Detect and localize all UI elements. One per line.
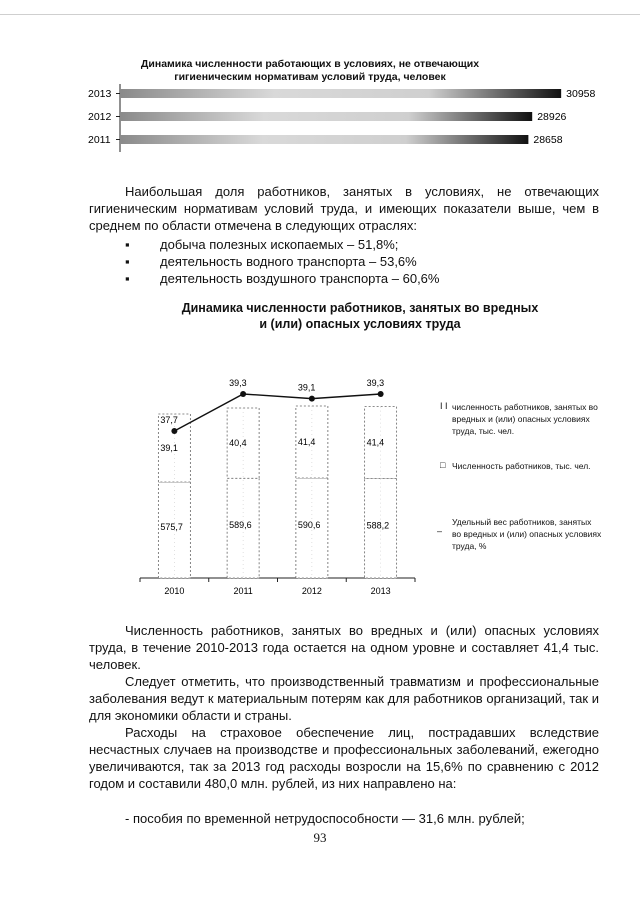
chart2-label-harmful: 40,4 (229, 438, 247, 449)
chart2-share-point (240, 391, 246, 397)
bullet-text: деятельность воздушного транспорта – 60,6% (160, 271, 440, 286)
chart2-label-harmful: 41,4 (297, 437, 316, 447)
legend-mark-harmful: I I (440, 401, 448, 411)
chart2-stacked-bar-line (140, 356, 443, 606)
legend-item-harmful: численность работников, занятых во вредных и (или) опасных условиях труда, тыс. чел. (452, 402, 598, 436)
paragraph-industries: Наибольшая доля работников, занятых в условиях, не отвечающих гигиеническим нормативам условий труда, и имеющих показатели выше, чем в среднем по области отмечена в следующих отраслях: (89, 184, 599, 233)
chart1-value-label: 28926 (537, 111, 567, 123)
chart2-title-line2: и (или) опасных условиях труда (259, 317, 461, 331)
legend-item-share: Удельный вес работников, занятых во вредных и (или) опасных условиях труда, % (452, 517, 602, 551)
chart2-label-total: 590,6 (297, 520, 321, 530)
bullet-marker-icon: ▪ (125, 271, 130, 286)
chart1-category-label: 2013 (88, 88, 112, 100)
chart2-category-label: 2013 (370, 586, 391, 596)
paragraph-insurance: Расходы на страховое обеспечение лиц, пострадавших вследствие несчастных случаев на производстве и профессиональных заболеваний, ежегодно увеличиваются, так за 2013 год расходы возросли на 15,6% по сравнению с 2012 годом и составили 480,0 млн. рублей, из них направлено на: (89, 725, 599, 791)
bullet-item (125, 236, 545, 253)
chart1-horizontal-bar (84, 82, 596, 154)
legend-mark-share: – (437, 526, 443, 536)
industry-bullet-list (125, 236, 545, 287)
chart2-label-share: 39,1 (297, 382, 316, 393)
bullet-item (125, 253, 545, 270)
paragraph-harmful-count: Численность работников, занятых во вредных и (или) опасных условиях труда, в течение 2010-2013 года остается на одном уровне и составляет 41,4 тыс. человек. (89, 623, 599, 672)
chart2-category-label: 2011 (233, 586, 253, 596)
chart2-share-point (171, 428, 177, 434)
chart1-value-label: 28658 (533, 134, 563, 146)
chart2-label-harmful: 41,4 (366, 437, 385, 448)
chart2-title-line1: Динамика численности работников, занятых во вредных (181, 301, 539, 315)
bullet-marker-icon: ▪ (125, 237, 130, 252)
chart1-bar (120, 135, 528, 144)
bullet-text: деятельность водного транспорта – 53,6% (160, 254, 417, 269)
chart2-category-label: 2010 (164, 586, 185, 596)
chart2-label-total: 589,6 (229, 520, 252, 531)
chart1-bar (120, 112, 532, 121)
chart2-label-share: 39,3 (229, 378, 247, 388)
chart2-category-label: 2012 (301, 586, 322, 596)
chart2-share-line (174, 394, 380, 431)
chart1-category-label: 2012 (88, 111, 112, 123)
chart2-title (140, 300, 580, 332)
bullet-text: добыча полезных ископаемых – 51,8%; (160, 237, 399, 252)
legend-item-total: Численность работников, тыс. чел. (452, 461, 591, 471)
top-rule (0, 14, 640, 15)
chart2-share-point (378, 391, 384, 397)
chart2-label-share: 37,7 (160, 415, 178, 425)
chart1-category-label: 2011 (88, 134, 111, 146)
chart2-label-harmful: 39,1 (160, 443, 178, 454)
chart2-label-total: 588,2 (366, 520, 390, 531)
chart2-label-share: 39,3 (366, 378, 385, 388)
chart1-bar (120, 89, 561, 98)
bullet-item (125, 270, 545, 287)
bullet-marker-icon: ▪ (125, 254, 130, 269)
chart1-value-label: 30958 (566, 88, 596, 100)
chart2-label-total: 575,7 (160, 522, 183, 533)
benefit-line-item: - пособия по временной нетрудоспособности — 31,6 млн. рублей; (125, 811, 525, 826)
chart2-share-point (309, 396, 315, 402)
legend-mark-total: □ (440, 460, 446, 470)
paragraph-injuries: Следует отметить, что производственный травматизм и профессиональные заболевания ведут к материальным потерям как для работников организаций, так и для экономики области и страны. (89, 674, 599, 723)
page-number: 93 (313, 830, 327, 845)
chart1-title: Динамика численности работающих в условиях, не отвечающих гигиеническим нормативам условий труда, человек (140, 58, 480, 83)
